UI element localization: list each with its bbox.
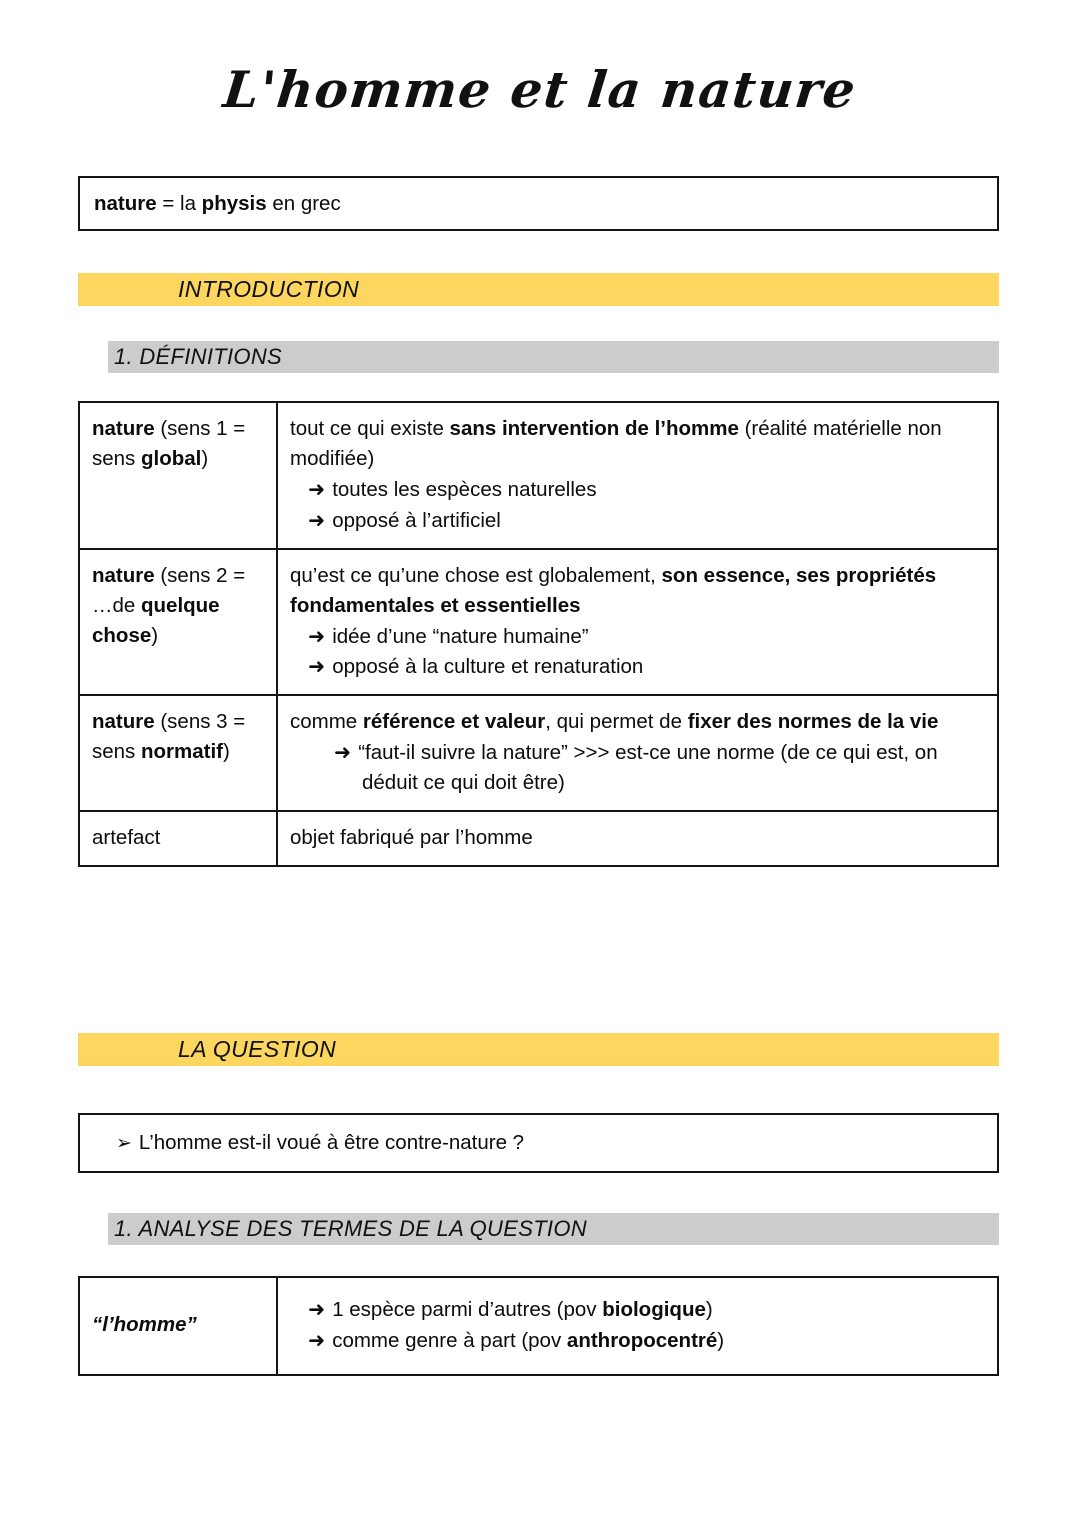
question-text: L’homme est-il voué à être contre-nature ? [138, 1131, 525, 1155]
definitions-table-body [79, 402, 998, 866]
arrow-right-icon: ➜ [308, 623, 326, 648]
arrow-bullet-line: ➜ “faut-il suivre la nature” >>> est-ce une norme (de ce qui est, on déduit ce qui doit être) [334, 740, 938, 795]
table-row [79, 402, 998, 549]
arrow-right-icon: ➜ [308, 654, 326, 679]
question-note-box [78, 1113, 999, 1173]
arrow-bullet-line: ➜ opposé à la culture et renaturation [308, 654, 644, 679]
lead-note-text: nature = la physis en grec [94, 191, 341, 215]
section-banner-analyse [108, 1213, 999, 1245]
term-cell: nature (sens 2 = …de quelque chose) [79, 549, 277, 696]
arrow-bullet-line: ➜ idée d’une “nature humaine” [308, 623, 589, 648]
section-banner-la-question [78, 1033, 999, 1066]
arrow-right-icon: ➜ [308, 507, 326, 532]
definition-text: qu’est ce qu’une chose est globalement, son essence, ses propriétés fondamentales et essentielles [290, 563, 937, 617]
section-banner-label: 1. ANALYSE DES TERMES DE LA QUESTION [114, 1216, 587, 1241]
term-cell: nature (sens 1 = sens global) [79, 402, 277, 549]
table-row [79, 549, 998, 696]
analyse-table-body [79, 1277, 998, 1375]
definition-text: comme référence et valeur, qui permet de fixer des normes de la vie [290, 710, 939, 734]
definition-cell [277, 811, 998, 866]
definition-text: objet fabriqué par l’homme [290, 826, 533, 850]
arrow-bullet-line: ➜ 1 espèce parmi d’autres (pov biologique) [308, 1297, 713, 1321]
term-cell: artefact [79, 811, 277, 866]
section-banner-definitions [108, 341, 999, 373]
section-banner-label: 1. DÉFINITIONS [114, 344, 282, 369]
definition-cell [277, 549, 998, 696]
table-row [79, 811, 998, 866]
section-banner-label: LA QUESTION [178, 1036, 337, 1062]
table-row [79, 1277, 998, 1375]
lead-note-box [78, 176, 999, 231]
analyse-table [78, 1276, 999, 1376]
section-banner-introduction [78, 273, 999, 306]
definitions-table [78, 401, 999, 867]
arrow-right-icon: ➜ [334, 740, 352, 765]
definition-cell [277, 402, 998, 549]
arrow-bullet-line: ➜ toutes les espèces naturelles [308, 476, 597, 501]
arrow-bullet-icon: ➢ [116, 1132, 132, 1155]
definition-cell [277, 695, 998, 811]
section-banner-label: INTRODUCTION [178, 276, 360, 302]
arrow-bullet-line: ➜ comme genre à part (pov anthropocentré) [308, 1327, 725, 1352]
question-note-text [80, 1129, 538, 1157]
term-cell: nature (sens 3 = sens normatif) [79, 695, 277, 811]
arrow-bullet-line: ➜ opposé à l’artificiel [308, 507, 501, 532]
definition-cell [277, 1277, 998, 1375]
page-title: L'homme et la nature [220, 60, 860, 119]
arrow-right-icon: ➜ [308, 1297, 326, 1321]
table-row [79, 695, 998, 811]
arrow-right-icon: ➜ [308, 1327, 326, 1352]
arrow-right-icon: ➜ [308, 476, 326, 501]
term-cell: “l’homme” [79, 1277, 277, 1375]
definition-text: tout ce qui existe sans intervention de l’homme (réalité matérielle non modifiée) [290, 417, 942, 470]
